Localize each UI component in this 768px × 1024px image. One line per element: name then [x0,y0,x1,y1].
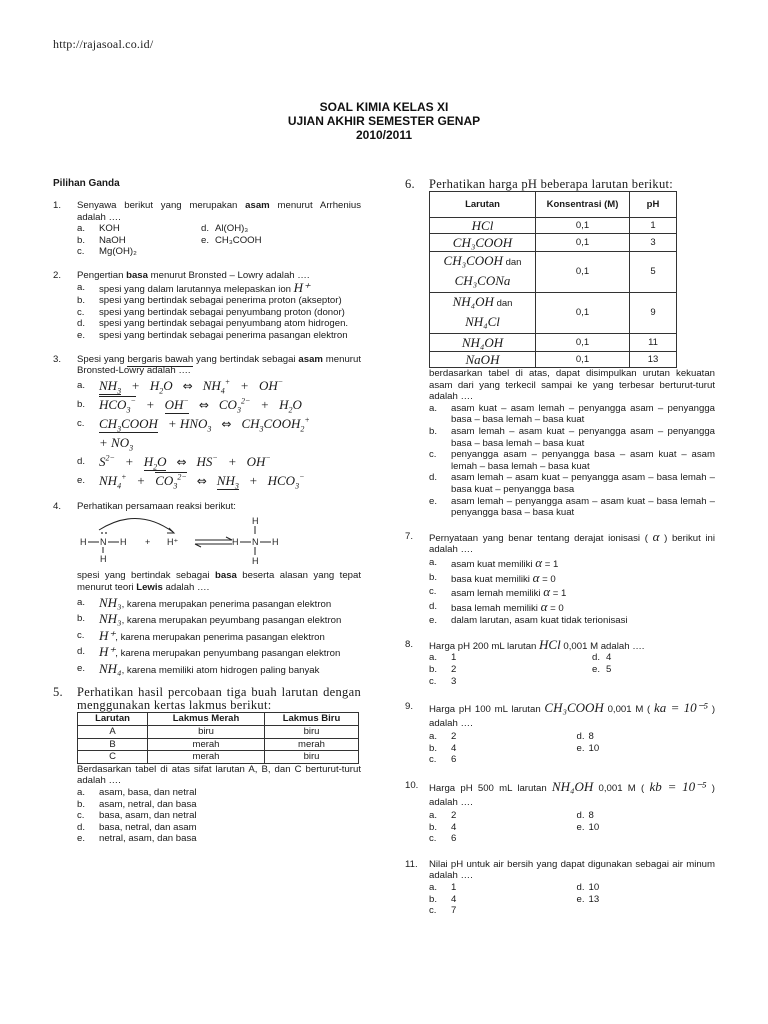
question-text: Nilai pH untuk air bersih yang dapat digunakan sebagai air minum adalah …. [429,858,715,882]
question-5 [53,686,361,845]
option-e[interactable]: e. $NH_4^+ + CO_3^{2-}$ ⇔ $NH_3 + HCO_3^-$ [77,472,305,491]
option-d[interactable]: d. 10 [576,882,600,893]
question-9 [405,701,715,766]
right-column [405,178,715,917]
option-e[interactable]: e. asam lemah – penyangga asam – asam kuat – basa lemah – penyangga basa – basa kuat [429,495,715,519]
option-b[interactable]: b. asam lemah – asam kuat – penyangga asam – penyangga basa – basa lemah – basa kuat [429,425,715,449]
svg-text:H: H [80,537,87,548]
question-number: 1. [53,200,62,211]
question-text: Senyawa berikut yang merupakan asam menurut Arrhenius adalah …. [77,200,361,223]
option-a[interactable]: a. 2 [429,810,457,822]
question-text: Perhatikan persamaan reaksi berikut: [77,500,236,512]
option-e[interactable]: e. 5 [592,664,612,676]
question-number: 3. [53,353,62,365]
question-number: 2. [53,269,62,281]
question-text: Spesi yang bergaris bawah yang bertindak sebagai asam menurut Bronsted-Lowry adalah …. [77,353,361,377]
question-number: 4. [53,500,62,512]
option-b[interactable]: b. NH₃, karena merupakan peyumbang pasangan elektron [77,611,342,627]
question-prompt: berdasarkan tabel di atas, dapat disimpulkan urutan kekuatan asam dari yang terkecil sampai ke yang terbesar berturut-turut adalah …. [429,368,715,403]
question-number: 5. [53,685,63,700]
question-text: Harga pH 500 mL larutan NH₄OH 0,001 M ( kb = 10⁻⁵ ) adalah …. [429,779,715,809]
option-a[interactable]: a. NH₃, karena merupakan penerima pasangan elektron [77,594,332,610]
option-d[interactable]: d. H⁺, karena merupakan penyumbang pasangan elektron [77,644,341,660]
option-d[interactable]: d. 4 [592,652,612,664]
question-number: 7. [405,530,414,542]
question-2 [53,270,361,342]
svg-text:H: H [120,537,127,548]
option-d[interactable]: d. 8 [576,731,594,743]
question-text: Pengertian basa menurut Bronsted – Lowry adalah …. [77,269,310,281]
question-number: 11. [405,858,418,870]
option-c[interactable]: c. 3 [429,675,457,687]
question-number: 9. [405,701,414,713]
question-1 [53,200,361,258]
option-b[interactable]: b. asam, netral, dan basa [77,798,197,810]
option-d[interactable]: d. $S^{2-} + H_2O$ ⇔ HS− + OH− [77,453,271,472]
option-c[interactable]: c. 6 [429,754,457,766]
option-a[interactable]: a. KOH [77,223,120,235]
doc-title-line-3: 2010/2011 [355,128,413,142]
option-d[interactable]: d. asam lemah – asam kuat – penyangga asam – basa lemah – basa kuat – penyangga basa [429,472,715,495]
option-c[interactable]: c. H⁺, karena merupakan penerima pasangan elektron [77,627,325,643]
option-b[interactable]: b. $HCO_3^- + OH^-$ ⇔ $CO_3^{2-} + H_2O$ [77,396,302,415]
svg-text:+: + [145,537,151,548]
option-c[interactable]: c. 6 [429,833,457,845]
question-text: Harga pH 200 mL larutan HCl 0,001 M adalah …. [429,636,645,652]
option-d[interactable]: d. spesi yang bertindak sebagai penyumbang atom hidrogen. [77,318,349,330]
option-a[interactable]: a. spesi yang dalam larutannya melepaskan ion H⁺ [77,279,310,295]
question-number: 10. [405,780,419,792]
option-b[interactable]: b. 4 [429,821,457,833]
svg-text:H: H [252,516,259,527]
question-6 [405,178,715,519]
option-c[interactable]: c. penyangga asam – penyangga basa – asam kuat – asam lemah – basa lemah – basa kuat [429,449,715,472]
option-b[interactable]: b. 4 [429,893,457,905]
question-3 [53,354,361,491]
question-10 [405,780,715,845]
option-a[interactable]: a. 1 [429,882,457,893]
question-8 [405,636,715,687]
question-4 [53,501,361,677]
ph-table: Larutan Konsentrasi (M) pH HCl 0,1 1 CH₃COOH 0,1 3 CH₃COOH dan CH₃CONa 0,1 5 NH₄OH dan NH₄Cl 0,1 9 NH₄OH 0,1 11 NaOH 0,1 13 [429,191,677,368]
option-e[interactable]: e. dalam larutan, asam kuat tidak terionisasi [429,615,628,627]
question-text: Harga pH 100 mL larutan CH₃COOH 0,001 M ( ka = 10⁻⁵ ) adalah …. [429,700,716,730]
option-a[interactable]: a. $NH_3 + H_2O$ ⇔ $NH_4^+ + OH^-$ [77,377,284,396]
doc-title-line-2: UJIAN AKHIR SEMESTER GENAP [287,114,481,128]
question-7 [405,528,716,627]
option-e[interactable]: e. 10 [576,742,600,754]
option-d[interactable]: d. basa, netral, dan asam [77,821,197,833]
section-heading: Pilihan Ganda [53,178,120,189]
svg-text:N: N [252,537,259,548]
question-number: 8. [405,638,414,650]
option-c[interactable]: c. asam lemah memiliki α = 1 [429,584,567,600]
option-c[interactable]: c. spesi yang bertindak sebagai penyumbang proton (donor) [77,306,345,318]
left-column [53,200,361,845]
question-prompt: Berdasarkan tabel di atas sifat larutan A, B, dan C berturut-turut adalah …. [77,763,361,787]
option-a[interactable]: a. 2 [429,731,457,743]
option-c[interactable]: c. $CH_3COOH + HNO_3$ ⇔ $CH_3COOH_2^+$ [77,415,310,434]
alpha-symbol: α [652,528,660,544]
option-d[interactable]: d. Al(OH)₃ [201,223,249,235]
question-text: Perhatikan harga pH beberapa larutan berikut: [429,177,674,191]
option-d[interactable]: d. 8 [576,810,594,822]
option-a[interactable]: a. asam, basa, dan netral [77,787,197,799]
option-c[interactable]: c. basa, asam, dan netral [77,810,197,822]
question-11 [405,859,715,917]
option-e[interactable]: e. netral, asam, dan basa [77,833,197,845]
litmus-table: Larutan Lakmus Merah Lakmus Biru A biru biru B merah merah C merah biru [77,712,359,763]
lewis-reaction-diagram [77,512,361,570]
option-b[interactable]: b. spesi yang bertindak sebagai penerima proton (akseptor) [77,295,342,307]
option-a[interactable]: a. asam kuat – asam lemah – penyangga asam – penyangga basa – basa lemah – basa kuat [429,402,715,426]
option-d[interactable]: d. basa lemah memiliki α = 0 [429,598,564,614]
option-c[interactable]: c. Mg(OH)₂ [77,246,137,258]
svg-text:H: H [232,537,239,548]
option-c[interactable]: c. 7 [429,905,457,917]
option-b[interactable]: b. basa kuat memiliki α = 0 [429,569,556,585]
option-b[interactable]: b. 4 [429,742,457,754]
option-c-continued: + $NO_3$ [99,435,134,454]
option-e[interactable]: e. spesi yang bertindak sebagai penerima pasangan elektron [77,329,348,341]
option-e[interactable]: e. 10 [576,821,600,833]
svg-text:N: N [100,537,107,548]
question-text: Perhatikan hasil percobaan tiga buah larutan dengan menggunakan kertas lakmus berikut: [77,685,361,713]
option-a[interactable]: a. 1 [429,652,457,664]
source-url: http://rajasoal.co.id/ [53,37,154,51]
svg-text:H: H [100,554,107,565]
question-number: 6. [405,177,415,191]
doc-title-line-1: SOAL KIMIA KELAS XI [319,100,449,114]
reaction-diagram-svg [77,512,317,570]
option-b[interactable]: b. NaOH [77,234,126,246]
option-b[interactable]: b. 2 [429,664,457,676]
question-prompt: spesi yang bertindak sebagai basa beserta alasan yang tepat menurut teori Lewis adalah …. [77,570,362,593]
hydrogen-ion-symbol: H⁺ [293,279,310,295]
option-e[interactable]: e. 13 [576,893,600,905]
option-a[interactable]: a. asam kuat memiliki α = 1 [429,554,559,570]
svg-text:H: H [252,556,259,567]
svg-text:H: H [272,537,279,548]
option-e[interactable]: e. NH₄, karena memiliki atom hidrogen paling banyak [77,660,320,676]
svg-text:H⁺: H⁺ [167,537,179,548]
option-e[interactable]: e. CH₃COOH [201,234,262,246]
question-text: Pernyataan yang benar tentang derajat ionisasi ( α ) berikut ini adalah …. [429,528,716,556]
